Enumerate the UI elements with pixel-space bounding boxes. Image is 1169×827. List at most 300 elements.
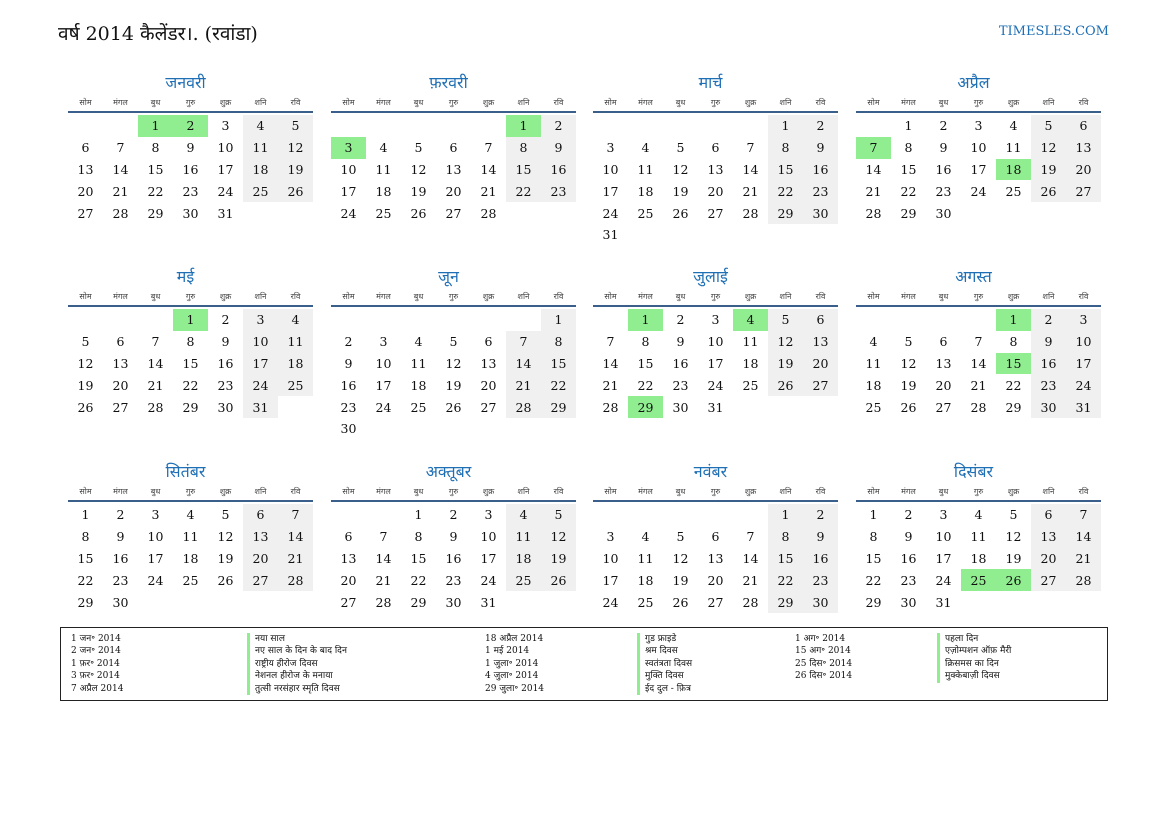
day-cell: 9 xyxy=(344,355,353,371)
day-cell: 21 xyxy=(506,374,541,396)
day-cell: 21 xyxy=(147,377,164,393)
day-cell: 11 xyxy=(506,526,541,548)
holiday-day-cell: 1 xyxy=(138,115,173,137)
day-cell: 19 xyxy=(672,572,689,588)
day-cell: 24 xyxy=(147,572,164,588)
day-cell: 21 xyxy=(1066,548,1101,570)
empty-cell xyxy=(698,115,733,137)
day-cell: 19 xyxy=(541,548,576,570)
legend-date: 29 जुला॰ 2014 xyxy=(485,683,545,694)
day-cell: 27 xyxy=(340,594,357,610)
day-cell: 23 xyxy=(935,183,952,199)
legend-date: 1 फ़र॰ 2014 xyxy=(71,658,120,669)
day-cell: 8 xyxy=(768,137,803,159)
day-cell: 9 xyxy=(803,526,838,548)
weekday-label: शुक्र xyxy=(1007,97,1020,107)
day-cell: 9 xyxy=(221,334,230,350)
day-cell: 20 xyxy=(445,183,462,199)
day-cell: 22 xyxy=(506,180,541,202)
day-cell: 1 xyxy=(768,504,803,526)
month-block xyxy=(856,266,1101,418)
day-cell: 28 xyxy=(742,205,759,221)
page-title: वर्ष 2014 कैलेंडर।. (रवांडा) xyxy=(58,23,258,45)
day-cell: 5 xyxy=(541,504,576,526)
day-cell: 8 xyxy=(81,529,90,545)
day-cell: 23 xyxy=(1031,374,1066,396)
day-cell: 26 xyxy=(278,180,313,202)
weekday-label: शनि xyxy=(517,97,530,107)
day-cell: 26 xyxy=(410,205,427,221)
day-cell: 28 xyxy=(147,399,164,415)
empty-cell xyxy=(628,115,663,137)
holiday-day-cell: 7 xyxy=(856,137,891,159)
legend-name-column xyxy=(937,633,1011,683)
day-grid xyxy=(593,115,838,246)
day-cell: 20 xyxy=(112,377,129,393)
day-cell: 1 xyxy=(541,309,576,331)
day-cell: 31 xyxy=(602,227,619,243)
day-cell: 5 xyxy=(1031,115,1066,137)
day-cell: 2 xyxy=(676,312,685,328)
empty-cell xyxy=(103,115,138,137)
weekday-label: रवि xyxy=(815,486,826,496)
day-cell: 18 xyxy=(243,159,278,181)
day-cell: 13 xyxy=(803,331,838,353)
month-name: फ़रवरी xyxy=(429,73,468,92)
day-cell: 16 xyxy=(541,159,576,181)
day-cell: 23 xyxy=(672,377,689,393)
day-cell: 26 xyxy=(541,569,576,591)
day-cell: 23 xyxy=(803,180,838,202)
day-cell: 15 xyxy=(637,355,654,371)
day-cell: 11 xyxy=(182,529,199,545)
day-cell: 24 xyxy=(935,572,952,588)
weekday-label: शुक्र xyxy=(744,486,757,496)
weekday-label: सोम xyxy=(604,486,617,496)
day-cell: 21 xyxy=(278,548,313,570)
weekday-label: बुध xyxy=(938,291,949,301)
legend-holiday-name: नया साल xyxy=(247,633,347,645)
weekday-label: शनि xyxy=(779,486,792,496)
day-cell: 1 xyxy=(81,507,90,523)
day-cell: 3 xyxy=(379,334,388,350)
day-cell: 16 xyxy=(217,355,234,371)
day-cell: 25 xyxy=(410,399,427,415)
day-cell: 16 xyxy=(672,355,689,371)
day-cell: 23 xyxy=(217,377,234,393)
day-cell: 9 xyxy=(1031,331,1066,353)
day-cell: 8 xyxy=(641,334,650,350)
legend-date: 25 दिस॰ 2014 xyxy=(795,658,853,669)
day-cell: 5 xyxy=(676,140,685,156)
holiday-day-cell: 2 xyxy=(173,115,208,137)
day-cell: 15 xyxy=(541,353,576,375)
day-cell: 15 xyxy=(865,550,882,566)
day-cell: 30 xyxy=(217,399,234,415)
day-cell: 9 xyxy=(676,334,685,350)
day-cell: 28 xyxy=(602,399,619,415)
day-cell: 17 xyxy=(147,550,164,566)
day-cell: 27 xyxy=(480,399,497,415)
day-cell: 23 xyxy=(445,572,462,588)
day-cell: 14 xyxy=(147,355,164,371)
legend-holiday-name: स्वतंत्रता दिवस xyxy=(637,658,692,670)
day-cell: 17 xyxy=(243,353,278,375)
day-grid xyxy=(68,309,313,418)
day-cell: 27 xyxy=(935,399,952,415)
day-cell: 14 xyxy=(278,526,313,548)
weekday-label: मंगल xyxy=(113,97,128,107)
weekday-label: गुरु xyxy=(185,486,196,496)
day-cell: 11 xyxy=(742,334,759,350)
day-cell: 12 xyxy=(541,526,576,548)
weekday-label: गुरु xyxy=(973,291,984,301)
day-cell: 11 xyxy=(637,161,654,177)
day-cell: 7 xyxy=(1066,504,1101,526)
day-cell: 12 xyxy=(410,161,427,177)
day-cell: 22 xyxy=(541,374,576,396)
header-rule xyxy=(593,500,838,502)
day-cell: 28 xyxy=(278,569,313,591)
day-cell: 13 xyxy=(935,355,952,371)
holiday-day-cell: 3 xyxy=(331,137,366,159)
day-grid xyxy=(331,115,576,224)
weekday-label: शुक्र xyxy=(219,291,232,301)
day-cell: 25 xyxy=(182,572,199,588)
day-cell: 18 xyxy=(506,548,541,570)
day-cell: 2 xyxy=(449,507,458,523)
day-cell: 22 xyxy=(865,572,882,588)
weekday-label: शनि xyxy=(254,486,267,496)
weekday-label: बुध xyxy=(675,291,686,301)
day-cell: 30 xyxy=(803,202,838,224)
weekday-label: गुरु xyxy=(448,291,459,301)
day-cell: 20 xyxy=(1066,159,1101,181)
day-cell: 15 xyxy=(768,548,803,570)
day-cell: 29 xyxy=(410,594,427,610)
day-cell: 27 xyxy=(243,569,278,591)
day-cell: 4 xyxy=(243,115,278,137)
day-cell: 29 xyxy=(900,205,917,221)
day-cell: 13 xyxy=(480,355,497,371)
day-cell: 10 xyxy=(243,331,278,353)
day-cell: 5 xyxy=(414,140,423,156)
empty-cell xyxy=(103,309,138,331)
day-cell: 19 xyxy=(672,183,689,199)
day-cell: 3 xyxy=(711,312,720,328)
legend-date: 15 अग॰ 2014 xyxy=(795,646,851,657)
day-cell: 2 xyxy=(344,334,353,350)
header-rule xyxy=(856,305,1101,307)
day-cell: 18 xyxy=(637,572,654,588)
weekday-label: सोम xyxy=(79,291,92,301)
day-cell: 17 xyxy=(217,161,234,177)
day-cell: 15 xyxy=(506,159,541,181)
day-cell: 4 xyxy=(1009,118,1018,134)
day-cell: 12 xyxy=(672,161,689,177)
day-cell: 21 xyxy=(742,183,759,199)
empty-cell xyxy=(856,309,891,331)
month-name: अप्रैल xyxy=(957,73,990,92)
day-cell: 25 xyxy=(865,399,882,415)
day-cell: 3 xyxy=(243,309,278,331)
holiday-day-cell: 1 xyxy=(628,309,663,331)
day-cell: 22 xyxy=(77,572,94,588)
holiday-day-cell: 26 xyxy=(996,569,1031,591)
day-cell: 3 xyxy=(151,507,160,523)
day-cell: 16 xyxy=(803,548,838,570)
day-cell: 22 xyxy=(768,180,803,202)
day-cell: 14 xyxy=(742,161,759,177)
legend-date-column xyxy=(71,633,123,695)
day-cell: 13 xyxy=(445,161,462,177)
day-cell: 26 xyxy=(217,572,234,588)
weekday-label: गुरु xyxy=(185,291,196,301)
day-cell: 4 xyxy=(414,334,423,350)
day-cell: 2 xyxy=(939,118,948,134)
day-cell: 17 xyxy=(935,550,952,566)
day-cell: 6 xyxy=(803,309,838,331)
day-cell: 8 xyxy=(768,526,803,548)
day-cell: 7 xyxy=(506,331,541,353)
day-cell: 31 xyxy=(480,594,497,610)
day-cell: 14 xyxy=(375,550,392,566)
day-cell: 11 xyxy=(375,161,392,177)
holiday-legend xyxy=(60,627,1108,701)
legend-date: 18 अप्रैल 2014 xyxy=(485,634,544,644)
weekday-label: सोम xyxy=(604,97,617,107)
day-cell: 25 xyxy=(243,180,278,202)
empty-cell xyxy=(436,115,471,137)
day-cell: 12 xyxy=(768,331,803,353)
day-cell: 20 xyxy=(243,548,278,570)
weekday-label: गुरु xyxy=(710,97,721,107)
site-link[interactable]: TIMESLES.COM xyxy=(998,24,1109,39)
weekday-label: रवि xyxy=(553,97,564,107)
empty-cell xyxy=(926,309,961,331)
empty-cell xyxy=(961,309,996,331)
empty-cell xyxy=(471,309,506,331)
day-cell: 27 xyxy=(707,594,724,610)
empty-cell xyxy=(138,309,173,331)
day-cell: 24 xyxy=(1066,374,1101,396)
day-cell: 18 xyxy=(865,377,882,393)
day-cell: 6 xyxy=(116,334,125,350)
day-cell: 22 xyxy=(1005,377,1022,393)
day-cell: 13 xyxy=(707,161,724,177)
month-name: अक्तूबर xyxy=(425,462,472,481)
day-cell: 4 xyxy=(869,334,878,350)
month-name: जनवरी xyxy=(165,73,206,92)
day-grid xyxy=(593,309,838,418)
day-cell: 29 xyxy=(77,594,94,610)
weekday-label: सोम xyxy=(79,486,92,496)
day-cell: 28 xyxy=(506,396,541,418)
day-cell: 28 xyxy=(1066,569,1101,591)
day-cell: 3 xyxy=(221,118,230,134)
empty-cell xyxy=(401,309,436,331)
day-cell: 24 xyxy=(480,572,497,588)
empty-cell xyxy=(593,115,628,137)
day-cell: 1 xyxy=(414,507,423,523)
day-cell: 29 xyxy=(1005,399,1022,415)
day-cell: 12 xyxy=(900,355,917,371)
day-cell: 7 xyxy=(606,334,615,350)
day-cell: 11 xyxy=(1005,140,1022,156)
weekday-label: बुध xyxy=(150,291,161,301)
weekday-label: रवि xyxy=(290,97,301,107)
month-block xyxy=(593,72,838,246)
month-block xyxy=(593,266,838,418)
day-cell: 31 xyxy=(1066,396,1101,418)
day-cell: 22 xyxy=(410,572,427,588)
header-rule xyxy=(593,305,838,307)
day-grid xyxy=(68,504,313,613)
day-cell: 3 xyxy=(484,507,493,523)
weekday-header xyxy=(331,288,576,304)
day-cell: 9 xyxy=(803,137,838,159)
day-cell: 15 xyxy=(900,161,917,177)
day-cell: 12 xyxy=(1031,137,1066,159)
day-cell: 29 xyxy=(768,202,803,224)
day-cell: 16 xyxy=(112,550,129,566)
day-cell: 11 xyxy=(243,137,278,159)
weekday-label: मंगल xyxy=(901,486,916,496)
day-cell: 10 xyxy=(480,529,497,545)
day-cell: 30 xyxy=(900,594,917,610)
day-cell: 25 xyxy=(637,594,654,610)
weekday-label: सोम xyxy=(342,97,355,107)
empty-cell xyxy=(506,309,541,331)
day-cell: 14 xyxy=(865,161,882,177)
weekday-label: शनि xyxy=(1042,97,1055,107)
day-cell: 10 xyxy=(602,161,619,177)
month-name: नवंबर xyxy=(693,462,728,481)
day-cell: 28 xyxy=(480,205,497,221)
day-cell: 10 xyxy=(375,355,392,371)
day-cell: 13 xyxy=(1066,137,1101,159)
day-cell: 12 xyxy=(672,550,689,566)
day-cell: 11 xyxy=(970,529,987,545)
day-cell: 22 xyxy=(637,377,654,393)
day-cell: 20 xyxy=(935,377,952,393)
legend-holiday-name: पहला दिन xyxy=(937,633,1011,645)
day-cell: 24 xyxy=(340,205,357,221)
weekday-label: मंगल xyxy=(901,291,916,301)
day-cell: 23 xyxy=(340,399,357,415)
weekday-label: शुक्र xyxy=(482,291,495,301)
day-cell: 17 xyxy=(602,572,619,588)
day-cell: 28 xyxy=(742,594,759,610)
day-cell: 21 xyxy=(480,183,497,199)
day-cell: 25 xyxy=(278,374,313,396)
day-cell: 20 xyxy=(707,183,724,199)
day-cell: 17 xyxy=(970,161,987,177)
weekday-label: मंगल xyxy=(638,291,653,301)
day-cell: 6 xyxy=(711,140,720,156)
day-cell: 8 xyxy=(506,137,541,159)
legend-holiday-name: एज़ोम्पशन ऑफ़ मैरी xyxy=(937,645,1011,657)
day-cell: 10 xyxy=(707,334,724,350)
weekday-label: रवि xyxy=(1078,97,1089,107)
day-cell: 23 xyxy=(900,572,917,588)
weekday-label: शनि xyxy=(254,291,267,301)
day-cell: 3 xyxy=(974,118,983,134)
day-grid xyxy=(331,309,576,440)
day-cell: 20 xyxy=(480,377,497,393)
day-cell: 7 xyxy=(974,334,983,350)
holiday-day-cell: 18 xyxy=(996,159,1031,181)
day-cell: 23 xyxy=(803,569,838,591)
day-cell: 2 xyxy=(803,504,838,526)
day-cell: 6 xyxy=(1031,504,1066,526)
weekday-label: रवि xyxy=(290,486,301,496)
empty-cell xyxy=(856,115,891,137)
weekday-label: शुक्र xyxy=(744,291,757,301)
weekday-header xyxy=(68,483,313,499)
day-cell: 10 xyxy=(935,529,952,545)
weekday-header xyxy=(593,288,838,304)
month-name: मई xyxy=(176,267,195,286)
day-cell: 26 xyxy=(768,374,803,396)
day-cell: 22 xyxy=(768,569,803,591)
weekday-label: बुध xyxy=(938,486,949,496)
day-cell: 27 xyxy=(1066,180,1101,202)
day-cell: 29 xyxy=(541,396,576,418)
day-cell: 17 xyxy=(375,377,392,393)
day-cell: 3 xyxy=(939,507,948,523)
day-cell: 20 xyxy=(803,353,838,375)
empty-cell xyxy=(663,504,698,526)
day-cell: 26 xyxy=(900,399,917,415)
day-cell: 11 xyxy=(637,550,654,566)
weekday-header xyxy=(856,94,1101,110)
day-cell: 29 xyxy=(865,594,882,610)
empty-cell xyxy=(366,309,401,331)
weekday-label: शुक्र xyxy=(744,97,757,107)
month-block xyxy=(68,72,313,224)
day-cell: 8 xyxy=(541,331,576,353)
day-cell: 1 xyxy=(768,115,803,137)
day-cell: 5 xyxy=(904,334,913,350)
weekday-label: सोम xyxy=(79,97,92,107)
day-grid xyxy=(856,115,1101,224)
day-cell: 21 xyxy=(375,572,392,588)
weekday-label: मंगल xyxy=(901,97,916,107)
header-rule xyxy=(68,500,313,502)
day-cell: 29 xyxy=(147,205,164,221)
day-cell: 29 xyxy=(768,591,803,613)
day-cell: 17 xyxy=(602,183,619,199)
header-rule xyxy=(331,500,576,502)
weekday-label: शनि xyxy=(254,97,267,107)
header-rule xyxy=(68,305,313,307)
day-cell: 12 xyxy=(445,355,462,371)
weekday-header xyxy=(68,94,313,110)
day-cell: 13 xyxy=(243,526,278,548)
day-cell: 8 xyxy=(414,529,423,545)
month-block xyxy=(593,461,838,613)
day-cell: 19 xyxy=(1031,159,1066,181)
day-cell: 4 xyxy=(278,309,313,331)
weekday-label: गुरु xyxy=(973,486,984,496)
day-grid xyxy=(331,504,576,613)
day-cell: 24 xyxy=(602,594,619,610)
day-cell: 4 xyxy=(379,140,388,156)
day-cell: 22 xyxy=(900,183,917,199)
weekday-label: मंगल xyxy=(376,486,391,496)
weekday-label: मंगल xyxy=(113,291,128,301)
